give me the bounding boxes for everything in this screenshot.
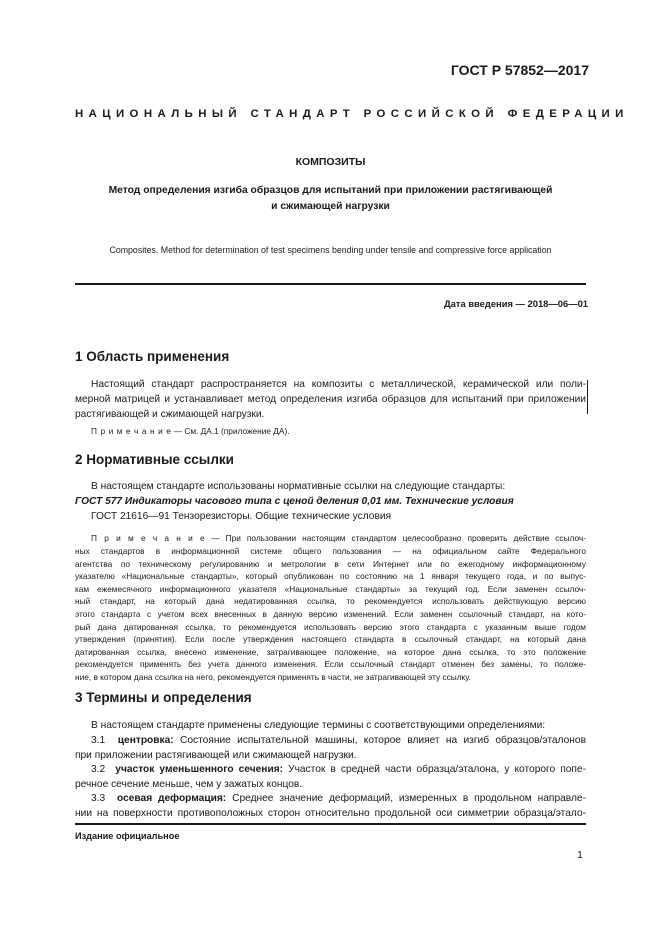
title-divider <box>75 283 586 285</box>
english-title: Composites. Method for determination of test specimens bending under tensile and compressive force application <box>109 245 552 255</box>
section-1-paragraph-line: растягивающей и сжимающей нагрузки. <box>75 409 265 420</box>
note-label: П р и м е ч а н и е <box>91 533 206 543</box>
document-title: КОМПОЗИТЫ <box>295 156 366 168</box>
section-2-note-line: датированная ссылка, внесено изменение, затрагивающее положение, на которое дана ссылка, то это положение <box>75 646 586 657</box>
term-3-3-line2: нии на поверхности противоположных сторон относительно продольной оси симметрии образца/этало- <box>75 808 586 819</box>
section-2-note-line: агентства по техническому регулированию и метрологии в сети Интернет или по ежегодному информационному <box>75 558 586 569</box>
national-banner: НАЦИОНАЛЬНЫЙ СТАНДАРТ РОССИЙСКОЙ ФЕДЕРАЦИИ <box>75 108 629 120</box>
section-3-heading: 3 Термины и определения <box>75 690 252 705</box>
term-number: 3.1 <box>91 735 106 746</box>
section-1-heading: 1 Область применения <box>75 349 230 364</box>
term-3-1-line2: при приложении растягивающей или сжимающей нагрузки. <box>75 750 357 761</box>
term-3-2-line1 <box>91 762 586 777</box>
term-definition: Состояние испытательной машины, которое влияет на изгиб образцов/эталонов <box>173 735 586 746</box>
term-name: участок уменьшенного сечения: <box>115 764 284 775</box>
section-2-note-line: рый дана датированная ссылка, то рекомендуется использовать версию этого стандарта с указанным выше годом <box>75 621 586 632</box>
term-3-1-line1 <box>91 733 586 748</box>
section-2-intro: В настоящем стандарте использованы нормативные ссылки на следующие стандарты: <box>91 481 506 492</box>
reference-gost-21616: ГОСТ 21616—91 Тензорезисторы. Общие технические условия <box>91 511 392 522</box>
note-label: П р и м е ч а н и е <box>91 426 172 436</box>
term-name: осевая деформация: <box>116 793 227 804</box>
section-1-paragraph-line: Настоящий стандарт распространяется на композиты с металлической, керамической или поли- <box>91 379 586 390</box>
section-1-note <box>91 425 290 438</box>
section-2-note-line: ный стандарт, на который дана недатированная ссылка, то рекомендуется использовать действующую версию <box>75 596 586 607</box>
term-3-3-line1 <box>91 791 586 806</box>
change-bar <box>587 380 588 414</box>
section-2-note-line: рекомендуется применять без учета данного изменения. Если ссылочный стандарт отменен без замены, то положе- <box>75 659 586 670</box>
term-name: центровка: <box>117 735 174 746</box>
term-3-2-line2: речное сечение меньше, чем у зажатых концов. <box>75 779 303 790</box>
section-2-note-line: ных стандартов в информационной системе общего пользования — на официальном сайте Федерального <box>75 546 586 556</box>
reference-gost-577: ГОСТ 577 Индикаторы часового типа с ценой деления 0,01 мм. Технические условия <box>75 496 514 507</box>
standard-code: ГОСТ Р 57852—2017 <box>450 62 589 78</box>
term-number: 3.3 <box>91 793 106 804</box>
section-2-note-line: этого стандарта с учетом всех внесенных в данную версию изменений. Если заменен ссылочный стандарт, на кото- <box>75 609 586 619</box>
document-subtitle-line1: Метод определения изгиба образцов для испытаний при приложении растягивающей <box>108 185 553 196</box>
section-2-note-line: утверждения (принятия). Если после утверждения настоящего стандарта в ссылочный стандарт, на который дана <box>75 634 586 645</box>
page-number: 1 <box>577 849 583 861</box>
section-2-note-first-line <box>91 532 586 545</box>
section-2-note-line: кам ежемесячного информационного указателя «Национальные стандарты» за текущий год. Если заменен ссылоч- <box>75 583 586 594</box>
intro-date: Дата введения — 2018—06—01 <box>443 298 588 309</box>
term-definition: Среднее значение деформаций, измеренных в продольном направле- <box>226 793 586 804</box>
term-number: 3.2 <box>91 764 106 775</box>
document-subtitle-line2: и сжимающей нагрузки <box>271 201 390 212</box>
footer-divider <box>75 823 586 825</box>
section-1-paragraph-line: мерной матрицей и устанавливает метод определения изгиба образцов для испытаний при приложении <box>75 394 586 405</box>
note-text: — При пользовании настоящим стандартом целесообразно проверить действие ссылоч- <box>205 533 586 543</box>
section-2-note-line: указателю «Национальные стандарты», который опубликован по состоянию на 1 января текущего года, и по выпус- <box>75 571 586 582</box>
section-2-heading: 2 Нормативные ссылки <box>75 452 234 467</box>
section-3-intro: В настоящем стандарте применены следующие термины с соответствующими определениями: <box>91 720 546 731</box>
note-text: — См. ДА.1 (приложение ДА). <box>171 426 290 436</box>
term-definition: Участок в средней части образца/эталона, у которого попе- <box>283 764 586 775</box>
section-2-note-line: ние, в котором дана ссылка на него, рекомендуется применять в части, не затрагивающей эту ссылку. <box>75 672 471 682</box>
edition-label: Издание официальное <box>75 831 180 841</box>
